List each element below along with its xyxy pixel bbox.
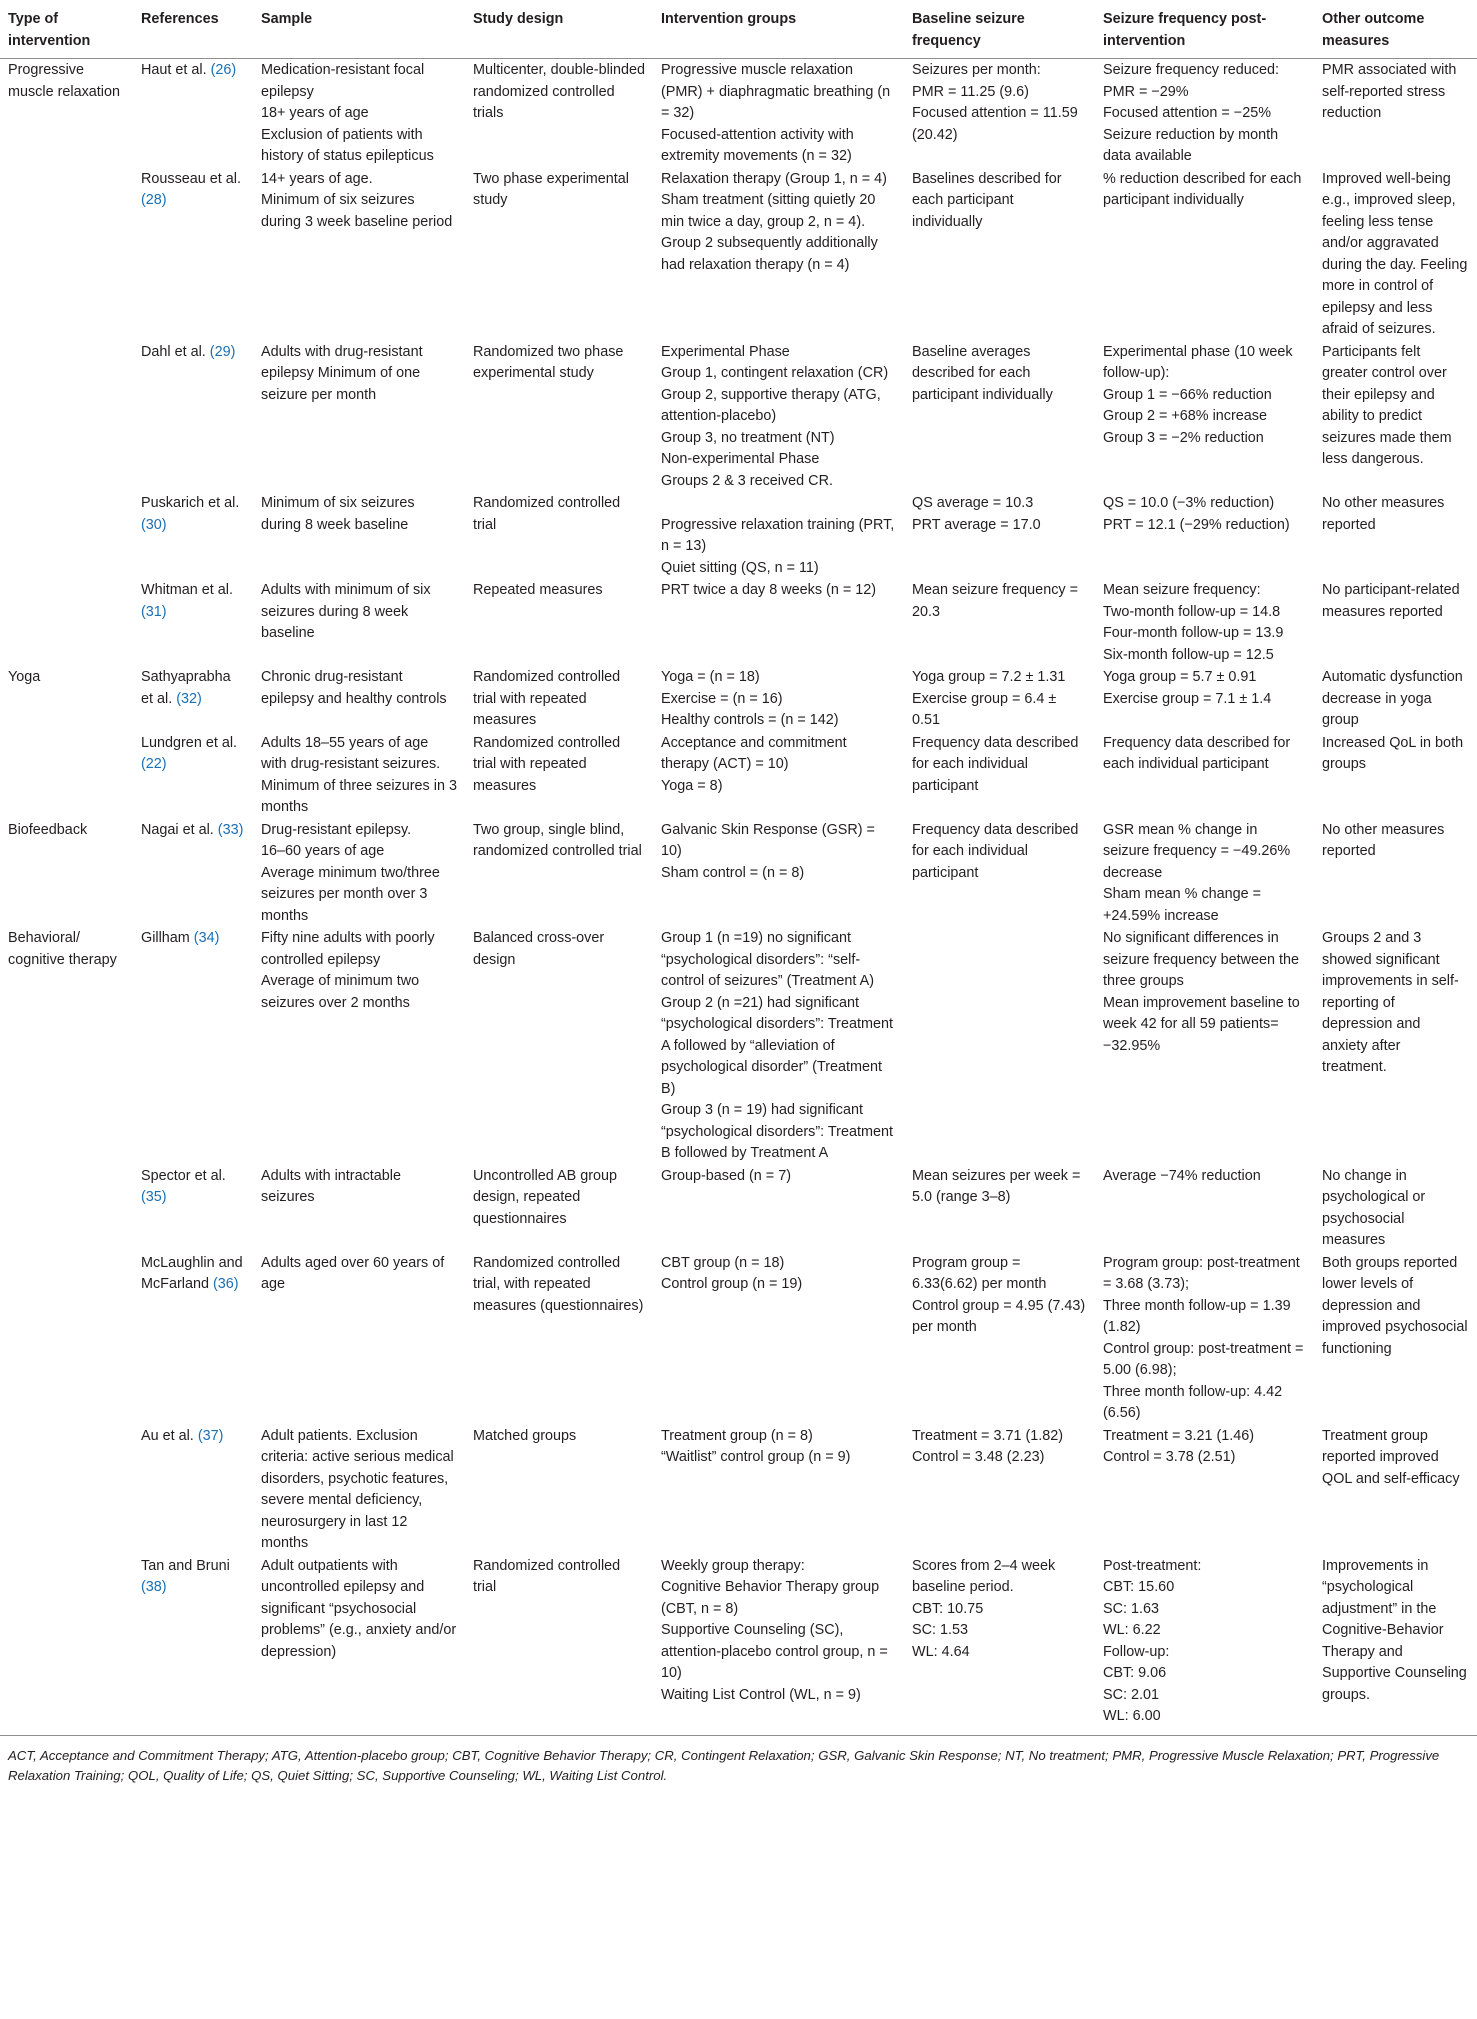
table-row: [0, 168, 1477, 341]
cell-design: [465, 341, 653, 493]
cell-other: [1314, 168, 1477, 341]
reference-author: Haut et al.: [141, 62, 207, 78]
cell-design: [465, 927, 653, 1165]
design-line: Balanced cross-over design: [473, 930, 605, 968]
groups-line: Yoga = 8): [661, 777, 723, 794]
reference-number-link[interactable]: (33): [217, 821, 244, 838]
design-line: Randomized controlled trial: [473, 495, 621, 533]
sample-line: Adult outpatients with uncontrolled epilepsy and significant “psychosocial problems” (e.g., anxiety and/or depression): [261, 1557, 457, 1660]
cell-baseline: [904, 666, 1095, 732]
other-line: No change in psychological or psychosocial measures: [1322, 1167, 1426, 1248]
reference-author: Lundgren et al.: [141, 734, 238, 751]
baseline-line: PRT average = 17.0: [912, 516, 1041, 533]
groups-line: Relaxation therapy (Group 1, n = 4): [661, 170, 887, 187]
baseline-line: Baselines described for each participant individually: [912, 170, 1062, 230]
cell-post: [1095, 59, 1314, 168]
cell-post: [1095, 341, 1314, 493]
reference-author: Nagai et al.: [141, 821, 214, 838]
baseline-line: Mean seizures per week = 5.0 (range 3–8): [912, 1167, 1081, 1205]
cell-groups: [653, 579, 904, 666]
groups-line: Group 2 (n =21) had significant “psychological disorders”: Treatment A followed by “alleviation of psychological disorder” (Treatment B): [661, 994, 893, 1097]
groups-line: Group 2, supportive therapy (ATG, attention-placebo): [661, 386, 881, 424]
cell-baseline: [904, 732, 1095, 819]
post-line: Treatment = 3.21 (1.46): [1103, 1427, 1255, 1444]
groups-line: Quiet sitting (QS, n = 11): [661, 559, 819, 576]
post-line: Group 1 = −66% reduction: [1103, 386, 1272, 403]
baseline-line: Control = 3.48 (2.23): [912, 1449, 1045, 1465]
reference-author: Puskarich et al.: [141, 495, 240, 511]
post-line: Exercise group = 7.1 ± 1.4: [1103, 690, 1272, 707]
post-line: Group 3 = −2% reduction: [1103, 429, 1264, 446]
reference-number-link[interactable]: (29): [209, 343, 236, 360]
cell-post: [1095, 666, 1314, 732]
groups-line: Group 2 subsequently additionally had relaxation therapy (n = 4): [661, 235, 878, 273]
cell-design: [465, 579, 653, 666]
sample-line: Average of minimum two seizures over 2 months: [261, 973, 420, 1011]
design-line: Randomized two phase experimental study: [473, 343, 624, 381]
cell-groups: [653, 1165, 904, 1252]
header-intervention-groups: Intervention groups: [653, 6, 904, 59]
reference-author: Whitman et al.: [141, 582, 233, 598]
other-line: Increased QoL in both groups: [1322, 734, 1464, 772]
sample-line: 16–60 years of age: [261, 843, 385, 859]
cell-baseline: [904, 341, 1095, 493]
cell-intervention-type: [0, 168, 133, 341]
post-line: Frequency data described for each individual participant: [1103, 734, 1291, 772]
baseline-line: [912, 928, 1087, 950]
table-row: [0, 59, 1477, 168]
cell-baseline: [904, 1555, 1095, 1736]
cell-baseline: [904, 59, 1095, 168]
post-line: Control group: post-treatment = 5.00 (6.98);: [1103, 1340, 1304, 1378]
sample-line: Adults with intractable seizures: [261, 1167, 401, 1205]
baseline-line: Focused attention = 11.59 (20.42): [912, 105, 1078, 143]
cell-reference: [133, 168, 253, 341]
cell-baseline: [904, 492, 1095, 579]
cell-design: [465, 666, 653, 732]
table-row: [0, 666, 1477, 732]
cell-groups: [653, 168, 904, 341]
table-row: [0, 1425, 1477, 1555]
post-line: Control = 3.78 (2.51): [1103, 1449, 1236, 1465]
baseline-line: Scores from 2–4 week baseline period.: [912, 1557, 1056, 1595]
cell-baseline: [904, 1425, 1095, 1555]
groups-line: [661, 493, 896, 515]
reference-author: Tan and Bruni: [141, 1557, 230, 1574]
cell-sample: [253, 1252, 465, 1425]
reference-number-link[interactable]: (34): [193, 930, 220, 946]
reference-number-link[interactable]: (32): [176, 690, 202, 707]
table-body: [0, 59, 1477, 1736]
cell-design: [465, 492, 653, 579]
cell-sample: [253, 927, 465, 1165]
reference-number-link[interactable]: (26): [210, 62, 237, 78]
cell-post: [1095, 1425, 1314, 1555]
other-line: No other measures reported: [1322, 821, 1445, 859]
cell-sample: [253, 492, 465, 579]
cell-sample: [253, 168, 465, 341]
sample-line: Average minimum two/three seizures per month over 3 months: [261, 864, 440, 924]
baseline-line: Mean seizure frequency = 20.3: [912, 582, 1078, 620]
cell-intervention-type: Yoga: [8, 669, 41, 685]
post-line: CBT: 15.60: [1103, 1579, 1175, 1595]
post-line: SC: 1.63: [1103, 1600, 1159, 1617]
baseline-line: QS average = 10.3: [912, 495, 1034, 511]
post-line: QS = 10.0 (−3% reduction): [1103, 495, 1275, 511]
cell-post: [1095, 1252, 1314, 1425]
design-line: Randomized controlled trial with repeated measures: [473, 669, 621, 728]
groups-line: Group-based (n = 7): [661, 1167, 791, 1184]
cell-intervention-type: [0, 732, 133, 819]
cell-groups: [653, 819, 904, 928]
groups-line: Supportive Counseling (SC), attention-placebo control group, n = 10): [661, 1622, 888, 1681]
baseline-line: Frequency data described for each individual participant: [912, 821, 1079, 881]
cell-design: [465, 168, 653, 341]
groups-line: Group 3, no treatment (NT): [661, 429, 835, 446]
groups-line: Focused-attention activity with extremity movements (n = 32): [661, 126, 854, 164]
cell-post: [1095, 1555, 1314, 1736]
groups-line: CBT group (n = 18): [661, 1254, 785, 1271]
cell-baseline: [904, 168, 1095, 341]
sample-line: Adults with drug-resistant epilepsy Minimum of one seizure per month: [261, 343, 423, 403]
cell-groups: [653, 341, 904, 493]
reference-number-link[interactable]: (37): [197, 1427, 224, 1444]
groups-line: Non-experimental Phase: [661, 451, 820, 467]
post-line: Average −74% reduction: [1103, 1167, 1261, 1184]
post-line: WL: 6.22: [1103, 1622, 1161, 1638]
header-references: References: [133, 6, 253, 59]
reference-author: Dahl et al.: [141, 343, 206, 360]
table-row: [0, 732, 1477, 819]
cell-post: [1095, 1165, 1314, 1252]
design-line: Randomized controlled trial: [473, 1557, 621, 1595]
table-row: [0, 341, 1477, 493]
cell-reference: [133, 1252, 253, 1425]
cell-post: [1095, 927, 1314, 1165]
cell-baseline: [904, 1252, 1095, 1425]
groups-line: Waiting List Control (WL, n = 9): [661, 1686, 861, 1703]
groups-line: Healthy controls = (n = 142): [661, 712, 839, 728]
sample-line: Fifty nine adults with poorly controlled epilepsy: [261, 930, 435, 968]
cell-post: [1095, 168, 1314, 341]
cell-groups: [653, 59, 904, 168]
table-row: [0, 927, 1477, 1165]
groups-line: Yoga = (n = 18): [661, 669, 760, 685]
cell-design: [465, 1425, 653, 1555]
cell-groups: [653, 1252, 904, 1425]
post-line: Group 2 = +68% increase: [1103, 408, 1267, 424]
reference-author: Spector et al.: [141, 1167, 226, 1184]
reference-number-link[interactable]: (36): [212, 1276, 239, 1292]
cell-intervention-type: Progressive muscle relaxation: [8, 62, 120, 100]
groups-line: Progressive relaxation training (PRT, n = 13): [661, 516, 895, 554]
cell-intervention-type: Behavioral/ cognitive therapy: [8, 930, 117, 968]
design-line: Two group, single blind, randomized controlled trial: [473, 821, 642, 859]
cell-other: [1314, 1252, 1477, 1425]
reference-number-link[interactable]: (22): [141, 756, 167, 772]
cell-other: [1314, 1425, 1477, 1555]
sample-line: 18+ years of age: [261, 105, 369, 121]
reference-author: Gillham: [141, 930, 190, 946]
cell-other: [1314, 579, 1477, 666]
groups-line: Groups 2 & 3 received CR.: [661, 472, 833, 489]
post-line: CBT: 9.06: [1103, 1665, 1167, 1681]
reference-author: Rousseau et al.: [141, 170, 241, 187]
post-line: Four-month follow-up = 13.9: [1103, 625, 1284, 641]
groups-line: Group 3 (n = 19) had significant “psychological disorders”: Treatment B followed by Treatment A: [661, 1102, 893, 1161]
sample-line: Adult patients. Exclusion criteria: active serious medical disorders, psychotic features, severe mental deficiency, neurosurgery in last 12 months: [261, 1427, 454, 1551]
header-type: Type of intervention: [0, 6, 133, 59]
cell-baseline: [904, 1165, 1095, 1252]
groups-line: Group 1 (n =19) no significant “psychological disorders”: “self-control of seizures” (Treatment A): [661, 930, 874, 989]
cell-sample: [253, 341, 465, 493]
other-line: PMR associated with self-reported stress reduction: [1322, 62, 1457, 121]
groups-line: Progressive muscle relaxation (PMR) + diaphragmatic breathing (n = 32): [661, 62, 891, 121]
cell-sample: [253, 1165, 465, 1252]
groups-line: Acceptance and commitment therapy (ACT) = 10): [661, 734, 847, 772]
cell-post: [1095, 579, 1314, 666]
baseline-line: CBT: 10.75: [912, 1600, 984, 1617]
post-line: Three month follow-up = 1.39 (1.82): [1103, 1297, 1291, 1335]
baseline-line: Baseline averages described for each participant individually: [912, 343, 1053, 403]
cell-reference: [133, 927, 253, 1165]
cell-baseline: [904, 579, 1095, 666]
groups-line: “Waitlist” control group (n = 9): [661, 1449, 851, 1465]
post-line: Sham mean % change = +24.59% increase: [1103, 886, 1261, 924]
cell-groups: [653, 927, 904, 1165]
post-line: Three month follow-up: 4.42 (6.56): [1103, 1383, 1283, 1421]
cell-sample: [253, 732, 465, 819]
cell-reference: [133, 579, 253, 666]
cell-other: [1314, 732, 1477, 819]
design-line: Repeated measures: [473, 582, 603, 598]
baseline-line: SC: 1.53: [912, 1622, 968, 1638]
other-line: Participants felt greater control over their epilepsy and ability to predict seizures made them less dangerous.: [1322, 343, 1452, 467]
reference-number-link[interactable]: (35): [141, 1189, 167, 1205]
header-baseline: Baseline seizure frequency: [904, 6, 1095, 59]
post-line: GSR mean % change in seizure frequency = −49.26% decrease: [1103, 821, 1291, 881]
table-footnote: ACT, Acceptance and Commitment Therapy; ATG, Attention-placebo group; CBT, Cognitive Behavior Therapy; CR, Contingent Relaxation; GSR, Galvanic Skin Response; NT, No treatment; PMR, Progressive Muscle Relaxation; PRT, Progressive Relaxation Training; QOL, Quality of Life; QS, Quiet Sitting; SC, Supportive Counseling; WL, Waiting List Control.: [8, 1747, 1440, 1783]
post-line: No significant differences in seizure frequency between the three groups: [1103, 930, 1299, 989]
post-line: Six-month follow-up = 12.5: [1103, 646, 1274, 663]
post-line: Two-month follow-up = 14.8: [1103, 603, 1281, 620]
post-line: WL: 6.00: [1103, 1708, 1161, 1724]
other-line: Improvements in “psychological adjustment” in the Cognitive-Behavior Therapy and Supportive Counseling groups.: [1322, 1557, 1467, 1703]
cell-baseline: [904, 819, 1095, 928]
design-line: Multicenter, double-blinded randomized controlled trials: [473, 62, 645, 121]
cell-sample: [253, 1555, 465, 1736]
sample-line: Minimum of six seizures during 3 week baseline period: [261, 192, 453, 230]
other-line: Automatic dysfunction decrease in yoga group: [1322, 669, 1463, 728]
groups-line: Weekly group therapy:: [661, 1557, 805, 1574]
header-study-design: Study design: [465, 6, 653, 59]
cell-groups: [653, 492, 904, 579]
reference-author: McLaughlin and McFarland: [141, 1254, 243, 1292]
design-line: Matched groups: [473, 1427, 577, 1444]
cell-baseline: [904, 927, 1095, 1165]
sample-line: Medication-resistant focal epilepsy: [261, 62, 425, 100]
cell-reference: [133, 1425, 253, 1555]
baseline-line: WL: 4.64: [912, 1643, 970, 1660]
groups-line: Experimental Phase: [661, 343, 790, 360]
study-table: [0, 6, 1477, 1736]
baseline-line: Program group = 6.33(6.62) per month: [912, 1254, 1047, 1292]
design-line: Two phase experimental study: [473, 170, 629, 208]
cell-intervention-type: [0, 341, 133, 493]
other-line: No other measures reported: [1322, 495, 1445, 533]
cell-intervention-type: Biofeedback: [8, 821, 88, 838]
cell-intervention-type: [0, 579, 133, 666]
table-row: [0, 579, 1477, 666]
cell-sample: [253, 1425, 465, 1555]
post-line: Seizure reduction by month data available: [1103, 126, 1279, 164]
header-other-outcomes: Other outcome measures: [1314, 6, 1477, 59]
header-post-intervention: Seizure frequency post-intervention: [1095, 6, 1314, 59]
cell-reference: [133, 666, 253, 732]
cell-intervention-type: [0, 492, 133, 579]
cell-design: [465, 1555, 653, 1736]
other-line: Improved well-being e.g., improved sleep, feeling less tense and/or aggravated during the day. Feeling more in control of epilepsy and less afraid of seizures.: [1322, 170, 1468, 337]
design-line: Randomized controlled trial, with repeated measures (questionnaires): [473, 1254, 644, 1314]
groups-line: Control group (n = 19): [661, 1276, 803, 1292]
groups-line: Sham treatment (sitting quietly 20 min twice a day, group 2, n = 4).: [661, 192, 876, 230]
cell-design: [465, 59, 653, 168]
cell-other: [1314, 666, 1477, 732]
sample-line: Chronic drug-resistant epilepsy and healthy controls: [261, 669, 447, 707]
sample-line: Adults 18–55 years of age with drug-resistant seizures. Minimum of three seizures in 3 months: [261, 734, 457, 815]
table-row: [0, 1165, 1477, 1252]
cell-reference: [133, 732, 253, 819]
sample-line: Minimum of six seizures during 8 week baseline: [261, 495, 415, 533]
cell-design: [465, 1165, 653, 1252]
reference-number-link[interactable]: (28): [141, 192, 167, 208]
cell-post: [1095, 819, 1314, 928]
table-row: [0, 1555, 1477, 1736]
cell-design: [465, 819, 653, 928]
baseline-line: PMR = 11.25 (9.6): [912, 83, 1029, 100]
cell-groups: [653, 1425, 904, 1555]
groups-line: Sham control = (n = 8): [661, 864, 805, 881]
cell-sample: [253, 579, 465, 666]
other-line: No participant-related measures reported: [1322, 582, 1460, 620]
sample-line: Adults aged over 60 years of age: [261, 1254, 445, 1292]
cell-other: [1314, 1165, 1477, 1252]
baseline-line: Seizures per month:: [912, 62, 1041, 78]
cell-intervention-type: [0, 1252, 133, 1425]
post-line: Experimental phase (10 week follow-up):: [1103, 343, 1293, 381]
cell-other: [1314, 59, 1477, 168]
post-line: Mean improvement baseline to week 42 for all 59 patients= −32.95%: [1103, 994, 1300, 1054]
cell-other: [1314, 927, 1477, 1165]
post-line: Program group: post-treatment = 3.68 (3.73);: [1103, 1254, 1300, 1292]
groups-line: Treatment group (n = 8): [661, 1427, 813, 1444]
post-line: Yoga group = 5.7 ± 0.91: [1103, 669, 1257, 685]
post-line: % reduction described for each participant individually: [1103, 170, 1302, 208]
cell-reference: [133, 492, 253, 579]
table-row: [0, 1252, 1477, 1425]
cell-reference: [133, 59, 253, 168]
other-line: Treatment group reported improved QOL and self-efficacy: [1322, 1427, 1460, 1487]
cell-reference: [133, 1555, 253, 1736]
cell-intervention-type: [0, 1555, 133, 1736]
cell-groups: [653, 732, 904, 819]
header-sample: Sample: [253, 6, 465, 59]
cell-other: [1314, 492, 1477, 579]
cell-reference: [133, 341, 253, 493]
cell-other: [1314, 819, 1477, 928]
cell-reference: [133, 1165, 253, 1252]
cell-reference: [133, 819, 253, 928]
post-line: Post-treatment:: [1103, 1557, 1202, 1574]
groups-line: Group 1, contingent relaxation (CR): [661, 365, 889, 381]
cell-other: [1314, 1555, 1477, 1736]
baseline-line: Yoga group = 7.2 ± 1.31: [912, 669, 1066, 685]
baseline-line: Treatment = 3.71 (1.82): [912, 1427, 1064, 1444]
design-line: Uncontrolled AB group design, repeated questionnaires: [473, 1167, 617, 1227]
cell-sample: [253, 666, 465, 732]
cell-groups: [653, 666, 904, 732]
post-line: Seizure frequency reduced:: [1103, 62, 1279, 78]
cell-sample: [253, 819, 465, 928]
groups-line: PRT twice a day 8 weeks (n = 12): [661, 582, 877, 598]
baseline-line: Frequency data described for each individual participant: [912, 734, 1079, 794]
cell-groups: [653, 1555, 904, 1736]
sample-line: Adults with minimum of six seizures during 8 week baseline: [261, 582, 431, 641]
sample-line: Exclusion of patients with history of status epilepticus: [261, 126, 434, 164]
other-line: Both groups reported lower levels of depression and improved psychosocial functioning: [1322, 1254, 1468, 1357]
post-line: Mean seizure frequency:: [1103, 582, 1261, 598]
cell-intervention-type: [0, 1165, 133, 1252]
cell-post: [1095, 492, 1314, 579]
groups-line: Exercise = (n = 16): [661, 690, 783, 707]
design-line: Randomized controlled trial with repeated measures: [473, 734, 621, 794]
table-header-row: [0, 6, 1477, 59]
sample-line: 14+ years of age.: [261, 170, 373, 187]
reference-number-link[interactable]: (30): [141, 516, 167, 533]
table-row: [0, 492, 1477, 579]
cell-other: [1314, 341, 1477, 493]
reference-number-link[interactable]: (31): [141, 603, 167, 620]
post-line: SC: 2.01: [1103, 1686, 1159, 1703]
other-line: Groups 2 and 3 showed significant improvements in self-reporting of depression and anxiety after treatment.: [1322, 930, 1459, 1075]
reference-number-link[interactable]: (38): [141, 1579, 167, 1595]
cell-sample: [253, 59, 465, 168]
baseline-line: Exercise group = 6.4 ± 0.51: [912, 690, 1057, 728]
cell-design: [465, 1252, 653, 1425]
baseline-line: Control group = 4.95 (7.43) per month: [912, 1297, 1086, 1335]
cell-design: [465, 732, 653, 819]
cell-intervention-type: [0, 1425, 133, 1555]
reference-author: Sathyaprabha et al.: [141, 669, 231, 707]
post-line: Focused attention = −25%: [1103, 105, 1272, 121]
reference-author: Au et al.: [141, 1427, 194, 1444]
groups-line: Cognitive Behavior Therapy group (CBT, n = 8): [661, 1579, 880, 1617]
post-line: PMR = −29%: [1103, 83, 1189, 100]
groups-line: Galvanic Skin Response (GSR) = 10): [661, 821, 875, 859]
post-line: PRT = 12.1 (−29% reduction): [1103, 516, 1290, 533]
cell-post: [1095, 732, 1314, 819]
table-row: [0, 819, 1477, 928]
sample-line: Drug-resistant epilepsy.: [261, 821, 412, 838]
post-line: Follow-up:: [1103, 1643, 1170, 1660]
